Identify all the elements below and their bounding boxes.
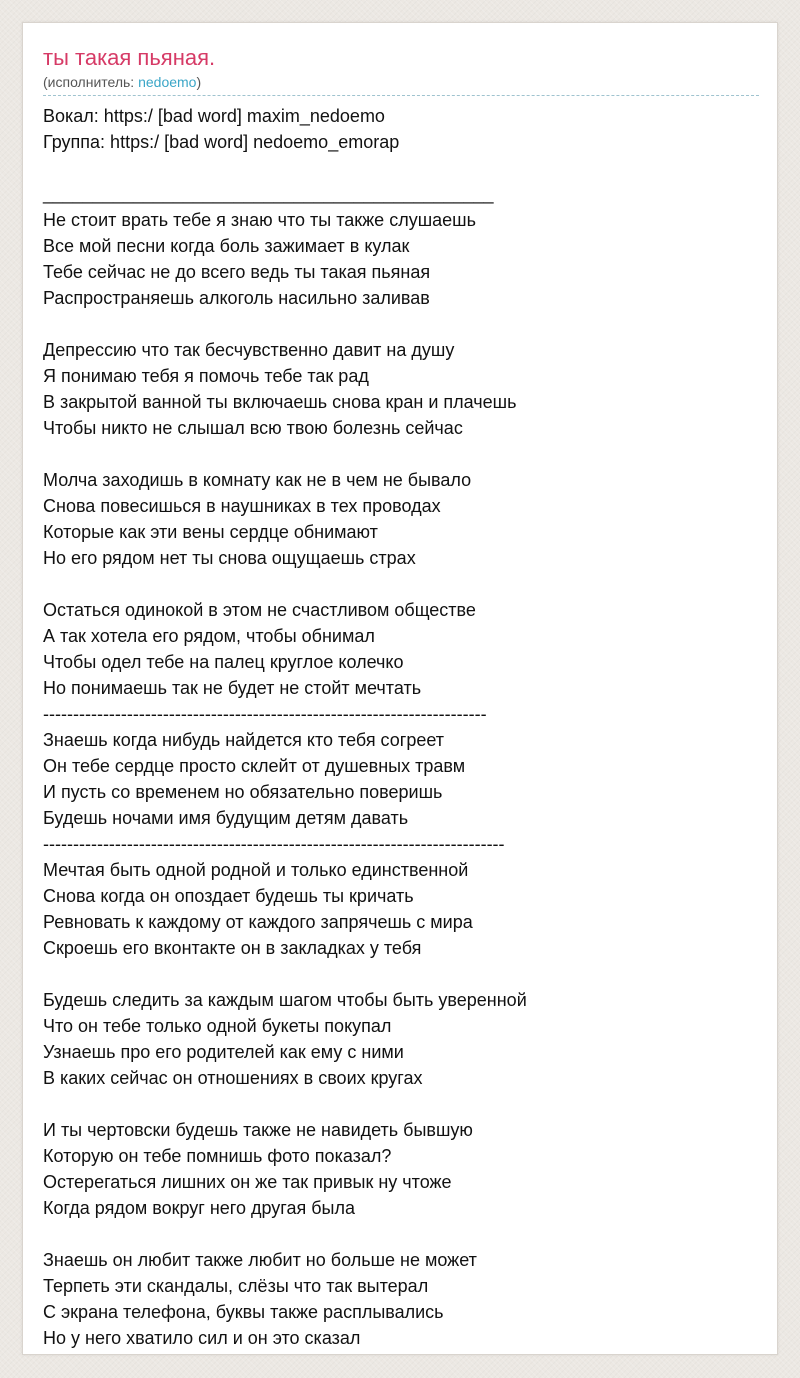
song-header [43, 45, 759, 96]
lyrics-card [22, 22, 778, 1355]
artist-prefix: (исполнитель: [43, 74, 139, 90]
artist-line [43, 73, 201, 91]
artist-link[interactable]: nedoemo [138, 74, 197, 90]
artist-suffix: ) [196, 74, 202, 90]
song-title: ты такая пьяная. [43, 45, 216, 70]
lyrics-text: Вокал: https:/ [bad word] maxim_nedoemo Группа: https:/ [bad word] nedoemo_emorap _____________________________________________ Не стоит врать тебе я знаю что ты также слушаешь Все мой песни когда боль зажимает в кулак Тебе сейчас не до всего ведь ты такая пьяная Распространяешь алкоголь насильно заливав Депрессию что так бесчувственно давит на душу Я понимаю тебя я помочь тебе так рад В закрытой ванной ты включаешь снова кран и плачешь Чтобы никто не слышал всю твою болезнь сейчас Молча заходишь в комнату как не в чем не бывало Снова повесишься в наушниках в тех проводах Которые как эти вены сердце обнимают Но его рядом нет ты снова ощущаешь страх Остаться одинокой в этом не счастливом обществе А так хотела его рядом, чтобы обнимал Чтобы одел тебе на палец круглое колечко Но понимаешь так не будет не стойт мечтать -------------------------------------------------------------------------- Знаешь когда нибудь найдется кто тебя согреет Он тебе сердце просто склейт от душевных травм И пусть со временем но обязательно поверишь Будешь ночами имя будущим детям давать ----------------------------------------------------------------------------- Мечтая быть одной родной и только единственной Снова когда он опоздает будешь ты кричать Ревновать к каждому от каждого запрячешь с мира Скроешь его вконтакте он в закладках у тебя Будешь следить за каждым шагом чтобы быть уверенной Что он тебе только одной букеты покупал Узнаешь про его родителей как ему с ними В каких сейчас он отношениях в своих кругах И ты чертовски будешь также не навидеть бывшую Которую он тебе помнишь фото показал? Остерегаться лишних он же так привык ну чтоже Когда рядом вокруг него другая была Знаешь он любит также любит но больше не может Терпеть эти скандалы, слёзы что так вытерал С экрана телефона, буквы также расплывались Но у него хватило сил и он это сказал [43, 106, 527, 1348]
